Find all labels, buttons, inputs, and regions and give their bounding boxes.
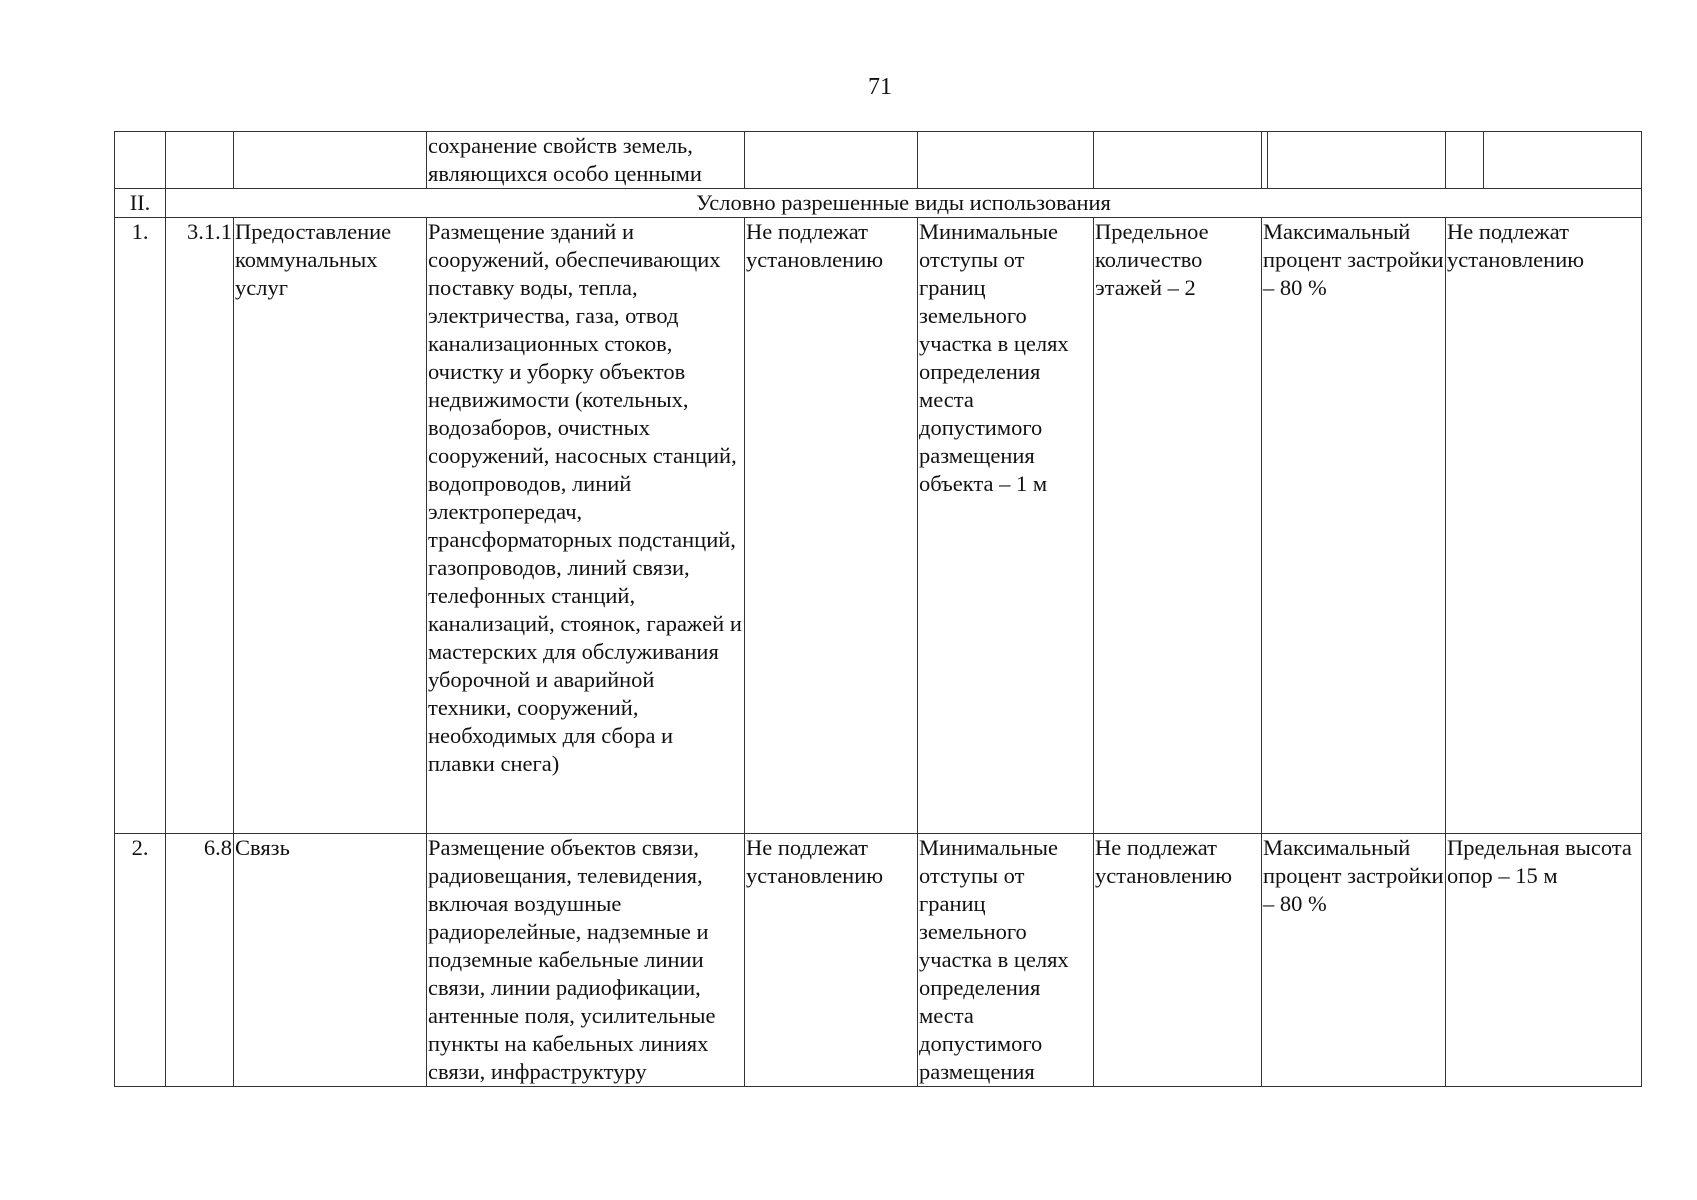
cont-col9-cell <box>1446 132 1642 189</box>
row-description: Размещение объектов связи, радиовещания, телевидения, включая воздушные радиорелейные, надземные и подземные кабельные линии связи, линии радиофикации, антенные поля, усилительные пункты на кабельных линиях связи, инфраструктуру <box>427 834 745 1087</box>
cont-col5-cell <box>745 132 918 189</box>
section-title: Условно разрешенные виды использования <box>166 189 1642 218</box>
cell-divider <box>1483 132 1484 188</box>
row-col5: Не подлежат установлению <box>745 218 918 834</box>
cont-col7-cell <box>1094 132 1262 189</box>
row-description: Размещение зданий и сооружений, обеспечивающих поставку воды, тепла, электричества, газа, отвод канализационных стоков, очистку и уборку объектов недвижимости (котельных, водозаборов, очистных сооружений, насосных станций, водопроводов, линий электропередач, трансформаторных подстанций, газопроводов, линий связи, телефонных станций, канализаций, стоянок, гаражей и мастерских для обслуживания уборочной и аварийной техники, сооружений, необходимых для сбора и плавки снега) <box>427 218 745 834</box>
row-use-name: Связь <box>234 834 427 1087</box>
row-col5: Не подлежат установлению <box>745 834 918 1087</box>
row-col6: Минимальные отступы от границ земельного участка в целях определения места допустимого размещения <box>918 834 1094 1087</box>
section-number: II. <box>115 189 166 218</box>
row-number: 1. <box>115 218 166 834</box>
cont-col6-cell <box>918 132 1094 189</box>
row-col8: Максимальный процент застройки – 80 % <box>1262 834 1446 1087</box>
continuation-row <box>115 132 1642 189</box>
table-row <box>115 834 1642 1087</box>
cont-name-cell <box>234 132 427 189</box>
row-col7: Не подлежат установлению <box>1094 834 1262 1087</box>
table-row <box>115 218 1642 834</box>
cont-col8-cell <box>1262 132 1446 189</box>
row-code: 6.8 <box>166 834 234 1087</box>
cell-divider <box>1267 132 1268 188</box>
cont-description-cell: сохранение свойств земель, являющихся особо ценными <box>427 132 745 189</box>
cont-code-cell <box>166 132 234 189</box>
section-header-row <box>115 189 1642 218</box>
row-number: 2. <box>115 834 166 1087</box>
row-col9: Предельная высота опор – 15 м <box>1446 834 1642 1087</box>
row-col7: Предельное количество этажей – 2 <box>1094 218 1262 834</box>
cont-num-cell <box>115 132 166 189</box>
row-code: 3.1.1 <box>166 218 234 834</box>
row-use-name: Предоставление коммунальных услуг <box>234 218 427 834</box>
row-col6: Минимальные отступы от границ земельного участка в целях определения места допустимого размещения объекта – 1 м <box>918 218 1094 834</box>
row-col8: Максимальный процент застройки – 80 % <box>1262 218 1446 834</box>
row-col9: Не подлежат установлению <box>1446 218 1642 834</box>
land-use-table <box>114 131 1642 1087</box>
page-number: 71 <box>868 74 892 100</box>
